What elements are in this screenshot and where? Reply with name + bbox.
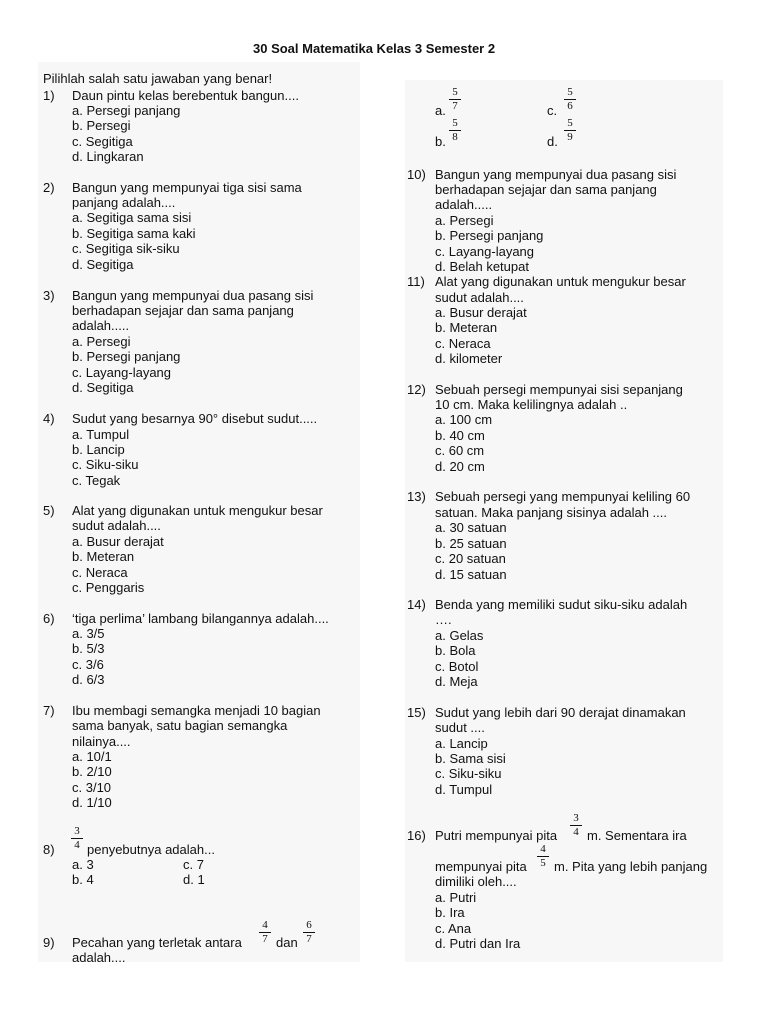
fraction — [259, 920, 271, 945]
instruction-text: Pilihlah salah satu jawaban yang benar! — [43, 71, 273, 86]
question-text: dan — [276, 935, 298, 950]
answer-option: c. Siku-siku — [72, 457, 139, 472]
answer-option: b. Meteran — [72, 549, 135, 564]
answer-option: a. 3 — [72, 857, 94, 872]
question-number: 8) — [43, 842, 55, 857]
fraction — [564, 87, 576, 112]
answer-option: c. Siku-siku — [435, 766, 502, 781]
answer-option: a. Segitiga sama sisi — [72, 210, 192, 225]
answer-option: a. 30 satuan — [435, 520, 507, 535]
answer-option: b. Persegi — [72, 118, 131, 133]
answer-option: d. — [547, 134, 558, 149]
question-text: panjang adalah.... — [72, 195, 176, 210]
question-text: penyebutnya adalah... — [87, 842, 215, 857]
question-text: mempunyai pita — [435, 859, 527, 874]
answer-option: b. 5/3 — [72, 641, 105, 656]
answer-option: c. Ana — [435, 921, 472, 936]
fraction — [564, 118, 576, 143]
question-number: 1) — [43, 88, 55, 103]
question-text: sudut .... — [435, 720, 485, 735]
fraction-numerator: 6 — [306, 919, 312, 931]
question-text: sama banyak, satu bagian semangka — [72, 718, 288, 733]
answer-option: a. Lancip — [435, 736, 488, 751]
answer-option: c. 3/10 — [72, 780, 112, 795]
answer-option: c. Neraca — [435, 336, 491, 351]
answer-option: b. Segitiga sama kaki — [72, 226, 196, 241]
fraction-numerator: 5 — [452, 117, 458, 129]
question-text: Daun pintu kelas berebentuk bangun.... — [72, 88, 299, 103]
answer-option: d. Tumpul — [435, 782, 493, 797]
question-text: ‘tiga perlima’ lambang bilangannya adalah.... — [72, 611, 329, 626]
question-number: 6) — [43, 611, 55, 626]
question-text: adalah..... — [72, 318, 130, 333]
answer-option: a. Putri — [435, 890, 477, 905]
answer-option: c. Neraca — [72, 565, 128, 580]
answer-option: c. Segitiga sik-siku — [72, 241, 180, 256]
question-number: 5) — [43, 503, 55, 518]
answer-option: a. Persegi — [72, 334, 131, 349]
fraction-numerator: 5 — [567, 86, 573, 98]
question-number: 10) — [407, 167, 426, 182]
answer-option: d. Segitiga — [72, 380, 134, 395]
question-text: adalah..... — [435, 197, 493, 212]
answer-option: d. 1 — [183, 872, 205, 887]
fraction-denominator: 7 — [306, 933, 312, 945]
answer-option: c. Penggaris — [72, 580, 145, 595]
answer-option: c. 20 satuan — [435, 551, 506, 566]
fraction-denominator: 5 — [540, 857, 546, 869]
document-title: 30 Soal Matematika Kelas 3 Semester 2 — [253, 41, 496, 56]
answer-option: d. Putri dan Ira — [435, 936, 521, 951]
answer-option: c. Tegak — [72, 473, 121, 488]
question-text: Sudut yang besarnya 90° disebut sudut..... — [72, 411, 318, 426]
answer-option: a. 100 cm — [435, 412, 493, 427]
answer-option: d. Segitiga — [72, 257, 134, 272]
question-text: Ibu membagi semangka menjadi 10 bagian — [72, 703, 321, 718]
question-text: Benda yang memiliki sudut siku-siku adalah — [435, 597, 688, 612]
question-number: 4) — [43, 411, 55, 426]
answer-option: d. Lingkaran — [72, 149, 144, 164]
fraction-denominator: 4 — [74, 839, 80, 851]
question-text: Bangun yang mempunyai dua pasang sisi — [435, 167, 677, 182]
answer-option: d. 6/3 — [72, 672, 105, 687]
answer-option: d. Meja — [435, 674, 478, 689]
answer-option: a. Tumpul — [72, 427, 130, 442]
answer-option: d. Belah ketupat — [435, 259, 529, 274]
answer-option: a. 10/1 — [72, 749, 112, 764]
question-number: 3) — [43, 288, 55, 303]
answer-option: a. Persegi — [435, 213, 494, 228]
answer-option: b. Ira — [435, 905, 465, 920]
answer-option: a. Persegi panjang — [72, 103, 181, 118]
answer-option: b. 25 satuan — [435, 536, 507, 551]
answer-option: b. 2/10 — [72, 764, 112, 779]
question-text: sudut adalah.... — [435, 290, 524, 305]
question-text: m. Sementara ira — [587, 828, 687, 843]
question-text: m. Pita yang lebih panjang — [554, 859, 708, 874]
question-text: berhadapan sejajar dan sama panjang — [72, 303, 294, 318]
fraction-denominator: 6 — [567, 100, 573, 112]
question-text: Sudut yang lebih dari 90 derajat dinamakan — [435, 705, 686, 720]
answer-option: c. Layang-layang — [72, 365, 172, 380]
answer-option: b. 4 — [72, 872, 94, 887]
fraction — [303, 920, 315, 945]
question-text: 10 cm. Maka kelilingnya adalah .. — [435, 397, 628, 412]
fraction-denominator: 7 — [452, 100, 458, 112]
question-text: adalah.... — [72, 950, 126, 965]
question-text: Bangun yang mempunyai tiga sisi sama — [72, 180, 302, 195]
question-number: 16) — [407, 828, 426, 843]
fraction-numerator: 5 — [452, 86, 458, 98]
fraction-numerator: 4 — [262, 919, 268, 931]
fraction — [570, 813, 582, 838]
answer-option: b. Bola — [435, 643, 476, 658]
answer-option: b. Meteran — [435, 320, 498, 335]
question-number: 14) — [407, 597, 426, 612]
answer-option: d. 15 satuan — [435, 567, 507, 582]
question-text: Alat yang digunakan untuk mengukur besar — [435, 274, 686, 289]
answer-option: a. — [435, 103, 446, 118]
question-text: nilainya.... — [72, 734, 131, 749]
question-number: 11) — [407, 274, 425, 289]
question-number: 9) — [43, 935, 55, 950]
fraction-numerator: 3 — [573, 812, 579, 824]
answer-option: b. Sama sisi — [435, 751, 506, 766]
fraction-denominator: 9 — [567, 131, 573, 143]
answer-option: c. 7 — [183, 857, 204, 872]
answer-option: d. 20 cm — [435, 459, 485, 474]
fraction-denominator: 8 — [452, 131, 458, 143]
question-text: Pecahan yang terletak antara — [72, 935, 242, 950]
question-text: sudut adalah.... — [72, 518, 161, 533]
question-number: 7) — [43, 703, 55, 718]
fraction-numerator: 3 — [74, 825, 80, 837]
fraction-denominator: 4 — [573, 826, 579, 838]
answer-option: c. — [547, 103, 558, 118]
question-text: Bangun yang mempunyai dua pasang sisi — [72, 288, 314, 303]
answer-option: c. Segitiga — [72, 134, 133, 149]
fraction — [449, 87, 461, 112]
answer-option: c. 3/6 — [72, 657, 104, 672]
answer-option: b. Persegi panjang — [72, 349, 181, 364]
answer-option: a. Busur derajat — [435, 305, 527, 320]
question-number: 15) — [407, 705, 426, 720]
question-number: 2) — [43, 180, 55, 195]
fraction — [537, 844, 549, 869]
fraction-denominator: 7 — [262, 933, 268, 945]
question-number: 12) — [407, 382, 426, 397]
answer-option: b. — [435, 134, 446, 149]
answer-option: a. Busur derajat — [72, 534, 164, 549]
fraction-numerator: 5 — [567, 117, 573, 129]
question-number: 13) — [407, 489, 426, 504]
question-text: satuan. Maka panjang sisinya adalah .... — [435, 505, 667, 520]
question-text: Sebuah persegi mempunyai sisi sepanjang — [435, 382, 683, 397]
answer-option: b. 40 cm — [435, 428, 485, 443]
question-text: …. — [435, 612, 452, 627]
question-text: Alat yang digunakan untuk mengukur besar — [72, 503, 323, 518]
answer-option: d. kilometer — [435, 351, 503, 366]
answer-option: d. 1/10 — [72, 795, 112, 810]
answer-option: a. 3/5 — [72, 626, 105, 641]
fraction — [71, 826, 83, 851]
fraction — [449, 118, 461, 143]
question-text: dimiliki oleh.... — [435, 874, 517, 889]
fraction-numerator: 4 — [540, 843, 546, 855]
question-text: berhadapan sejajar dan sama panjang — [435, 182, 657, 197]
answer-option: c. 60 cm — [435, 443, 485, 458]
answer-option: c. Botol — [435, 659, 479, 674]
answer-option: b. Persegi panjang — [435, 228, 544, 243]
question-text: Putri mempunyai pita — [435, 828, 558, 843]
answer-option: b. Lancip — [72, 442, 125, 457]
answer-option: c. Layang-layang — [435, 244, 535, 259]
question-text: Sebuah persegi yang mempunyai keliling 60 — [435, 489, 691, 504]
answer-option: a. Gelas — [435, 628, 484, 643]
